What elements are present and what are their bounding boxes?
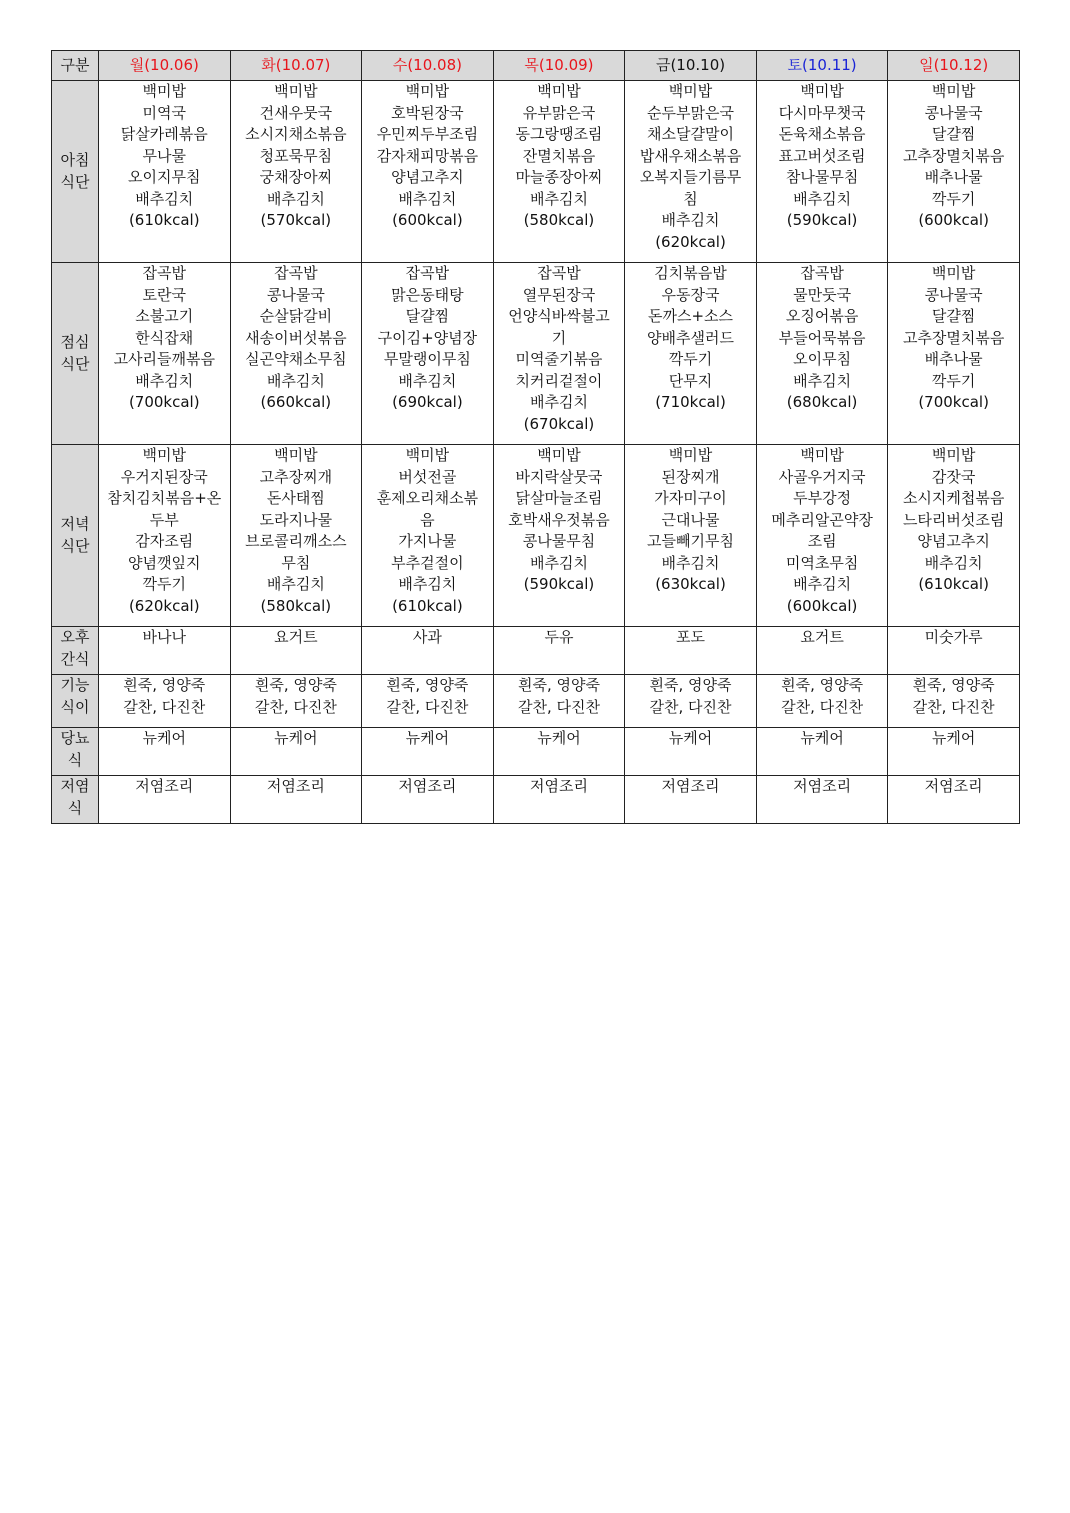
day-header-fri: 금(10.10) (625, 51, 757, 81)
diabetic-diet-label: 당뇨 식 (60, 729, 90, 769)
low-salt-diet-cell: 저염조리 (230, 776, 362, 824)
low-salt-diet-cell: 저염조리 (493, 776, 625, 824)
low-salt-diet-label: 저염 식 (60, 777, 90, 817)
breakfast-label: 아침 식단 (60, 151, 90, 191)
breakfast-cell: 백미밥 유부맑은국 동그랑땡조림 잔멸치볶음 마늘종장아찌 배추김치 (580kcal) (493, 81, 625, 263)
snack-cell: 바나나 (99, 627, 231, 675)
functional-diet-label: 기능 식이 (60, 676, 90, 716)
lunch-row (52, 263, 1020, 445)
lunch-cell: 잡곡밥 토란국 소불고기 한식잡채 고사리들깨볶음 배추김치 (700kcal) (99, 263, 231, 445)
low-salt-diet-cell: 저염조리 (756, 776, 888, 824)
snack-cell: 포도 (625, 627, 757, 675)
day-header-tue: 화(10.07) (230, 51, 362, 81)
functional-diet-cell: 흰죽, 영양죽 갈찬, 다진찬 (625, 675, 757, 728)
breakfast-cell: 백미밥 콩나물국 달걀찜 고추장멸치볶음 배추나물 깍두기 (600kcal) (888, 81, 1020, 263)
diabetic-diet-cell: 뉴케어 (888, 728, 1020, 776)
dinner-label: 저녁 식단 (60, 515, 90, 555)
lunch-cell: 잡곡밥 물만둣국 오징어볶음 부들어묵볶음 오이무침 배추김치 (680kcal) (756, 263, 888, 445)
functional-diet-row (52, 675, 1020, 728)
low-salt-diet-cell: 저염조리 (888, 776, 1020, 824)
breakfast-cell: 백미밥 호박된장국 우민찌두부조림 감자채피망볶음 양념고추지 배추김치 (600kcal) (362, 81, 494, 263)
functional-diet-cell: 흰죽, 영양죽 갈찬, 다진찬 (888, 675, 1020, 728)
diabetic-diet-cell: 뉴케어 (625, 728, 757, 776)
dinner-row (52, 445, 1020, 627)
functional-diet-cell: 흰죽, 영양죽 갈찬, 다진찬 (230, 675, 362, 728)
snack-cell: 요거트 (230, 627, 362, 675)
day-header-wed: 수(10.08) (362, 51, 494, 81)
diabetic-diet-row (52, 728, 1020, 776)
diabetic-diet-cell: 뉴케어 (99, 728, 231, 776)
functional-diet-cell: 흰죽, 영양죽 갈찬, 다진찬 (493, 675, 625, 728)
breakfast-cell: 백미밥 다시마무챗국 돈육채소볶음 표고버섯조림 참나물무침 배추김치 (590kcal) (756, 81, 888, 263)
day-header-mon: 월(10.06) (99, 51, 231, 81)
breakfast-cell: 백미밥 미역국 닭살카레볶음 무나물 오이지무침 배추김치 (610kcal) (99, 81, 231, 263)
corner-label: 구분 (52, 51, 99, 81)
functional-diet-cell: 흰죽, 영양죽 갈찬, 다진찬 (99, 675, 231, 728)
snack-cell: 요거트 (756, 627, 888, 675)
header-row (52, 51, 1020, 81)
diabetic-diet-cell: 뉴케어 (230, 728, 362, 776)
dinner-cell: 백미밥 된장찌개 가자미구이 근대나물 고들빼기무침 배추김치 (630kcal) (625, 445, 757, 627)
diabetic-diet-cell: 뉴케어 (493, 728, 625, 776)
day-header-sat: 토(10.11) (756, 51, 888, 81)
dinner-cell: 백미밥 감잣국 소시지케첩볶음 느타리버섯조림 양념고추지 배추김치 (610kcal) (888, 445, 1020, 627)
low-salt-diet-cell: 저염조리 (99, 776, 231, 824)
weekly-meal-table (51, 50, 1020, 824)
functional-diet-cell: 흰죽, 영양죽 갈찬, 다진찬 (756, 675, 888, 728)
lunch-cell: 잡곡밥 맑은동태탕 달걀찜 구이김+양념장 무말랭이무침 배추김치 (690kcal) (362, 263, 494, 445)
snack-cell: 사과 (362, 627, 494, 675)
snack-row (52, 627, 1020, 675)
lunch-cell: 김치볶음밥 우동장국 돈까스+소스 양배추샐러드 깍두기 단무지 (710kcal) (625, 263, 757, 445)
breakfast-row (52, 81, 1020, 263)
snack-cell: 미숫가루 (888, 627, 1020, 675)
day-header-sun: 일(10.12) (888, 51, 1020, 81)
low-salt-diet-cell: 저염조리 (362, 776, 494, 824)
lunch-label: 점심 식단 (60, 333, 90, 373)
diabetic-diet-cell: 뉴케어 (362, 728, 494, 776)
dinner-cell: 백미밥 버섯전골 훈제오리채소볶 음 가지나물 부추겉절이 배추김치 (610kcal) (362, 445, 494, 627)
snack-label: 오후 간식 (60, 628, 90, 668)
dinner-cell: 백미밥 우거지된장국 참치김치볶음+온 두부 감자조림 양념깻잎지 깍두기 (620kcal) (99, 445, 231, 627)
breakfast-cell: 백미밥 건새우뭇국 소시지채소볶음 청포묵무침 궁채장아찌 배추김치 (570kcal) (230, 81, 362, 263)
day-header-thu: 목(10.09) (493, 51, 625, 81)
dinner-cell: 백미밥 바지락살뭇국 닭살마늘조림 호박새우젓볶음 콩나물무침 배추김치 (590kcal) (493, 445, 625, 627)
lunch-cell: 잡곡밥 콩나물국 순살닭갈비 새송이버섯볶음 실곤약채소무침 배추김치 (660kcal) (230, 263, 362, 445)
snack-cell: 두유 (493, 627, 625, 675)
low-salt-diet-row (52, 776, 1020, 824)
dinner-cell: 백미밥 사골우거지국 두부강정 메추리알곤약장 조림 미역초무침 배추김치 (600kcal) (756, 445, 888, 627)
lunch-cell: 잡곡밥 열무된장국 언양식바싹불고 기 미역줄기볶음 치커리겉절이 배추김치 (670kcal) (493, 263, 625, 445)
breakfast-cell: 백미밥 순두부맑은국 채소달걀말이 밥새우채소볶음 오복지들기름무 침 배추김치 (620kcal) (625, 81, 757, 263)
low-salt-diet-cell: 저염조리 (625, 776, 757, 824)
diabetic-diet-cell: 뉴케어 (756, 728, 888, 776)
functional-diet-cell: 흰죽, 영양죽 갈찬, 다진찬 (362, 675, 494, 728)
lunch-cell: 백미밥 콩나물국 달걀찜 고추장멸치볶음 배추나물 깍두기 (700kcal) (888, 263, 1020, 445)
dinner-cell: 백미밥 고추장찌개 돈사태찜 도라지나물 브로콜리깨소스 무침 배추김치 (580kcal) (230, 445, 362, 627)
